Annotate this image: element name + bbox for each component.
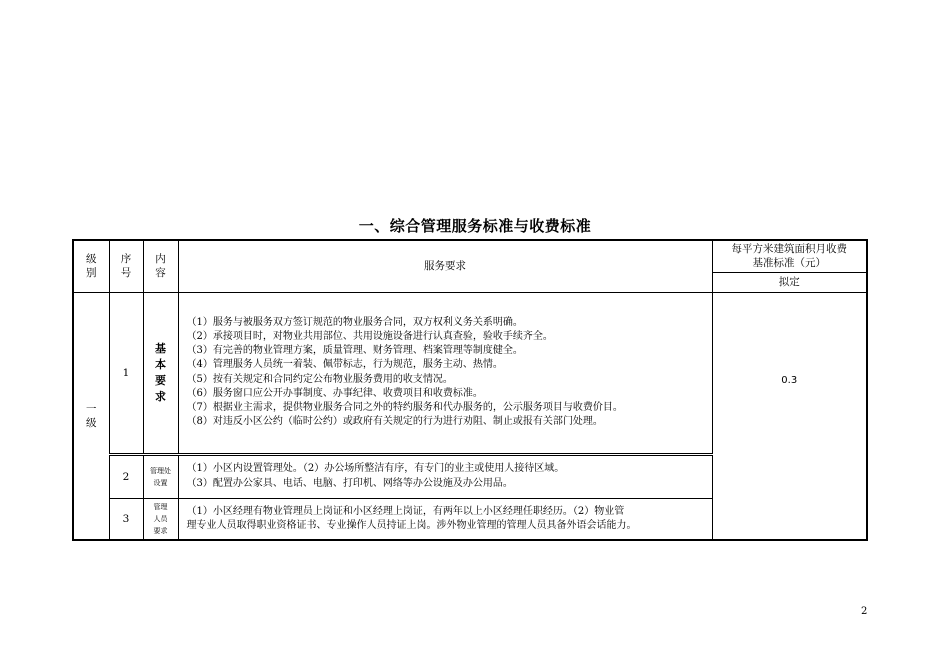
requirement-item: （2）承接项目时，对物业共用部位、共用设施设备进行认真查验，验收手续齐全。 <box>186 330 553 342</box>
row-seq: 2 <box>109 454 143 498</box>
row-content-label: 管理处 设置 <box>143 454 178 498</box>
header-content: 内 容 <box>143 240 178 292</box>
requirement-item: （4）管理服务人员统一着装、佩带标志，行为规范，服务主动、热情。 <box>186 359 503 371</box>
requirement-item: （3）有完善的物业管理方案，质量管理、财务管理、档案管理等制度健全。 <box>186 345 523 357</box>
requirement-item: （6）服务窗口应公开办事制度、办事纪律、收费项目和收费标准。 <box>186 387 483 399</box>
row-requirements <box>178 292 712 454</box>
header-level: 级 别 <box>73 240 109 292</box>
requirement-item: 理专业人员取得职业资格证书、专业操作人员持证上岗。涉外物业管理的管理人员具备外语会话能力。 <box>186 519 637 531</box>
requirement-item: （1）小区内设置管理处。（2）办公场所整洁有序，有专门的业主或使用人接待区域。 <box>186 463 565 475</box>
row-content-label: 管理 人员 要求 <box>143 498 178 540</box>
header-proposed: 拟定 <box>712 272 867 292</box>
requirement-item: （3）配置办公家具、电话、电脑、打印机、网络等办公设施及办公用品。 <box>186 477 513 489</box>
requirement-item: （8）对违反小区公约（临时公约）或政府有关规定的行为进行劝阻、制止或报有关部门处理。 <box>186 416 603 428</box>
requirement-item: （5）按有关规定和合同约定公布物业服务费用的收支情况。 <box>186 373 453 385</box>
level-cell: 一 级 <box>73 292 109 540</box>
requirement-item: （1）小区经理有物业管理员上岗证和小区经理上岗证，有两年以上小区经理任职经历。（2）物业管 <box>186 505 625 517</box>
row-requirements <box>178 498 712 540</box>
row-requirements <box>178 454 712 498</box>
row-seq: 3 <box>109 498 143 540</box>
fee-value: 0.3 <box>712 292 867 540</box>
row-seq: 1 <box>109 292 143 454</box>
page-number: 2 <box>861 606 868 617</box>
page-title: 一、综合管理服务标准与收费标准 <box>358 217 592 235</box>
header-seq: 序 号 <box>109 240 143 292</box>
header-requirements: 服务要求 <box>178 240 712 292</box>
header-fee-standard: 每平方米建筑面积月收费 基准标准（元） <box>712 240 867 272</box>
requirement-item: （1）服务与被服务双方签订规范的物业服务合同，双方权利义务关系明确。 <box>186 316 523 328</box>
row-content-label: 基 本 要 求 <box>143 292 178 454</box>
requirement-item: （7）根据业主需求，提供物业服务合同之外的特约服务和代办服务的，公示服务项目与收费价目。 <box>186 401 623 413</box>
service-standard-table <box>72 239 868 541</box>
